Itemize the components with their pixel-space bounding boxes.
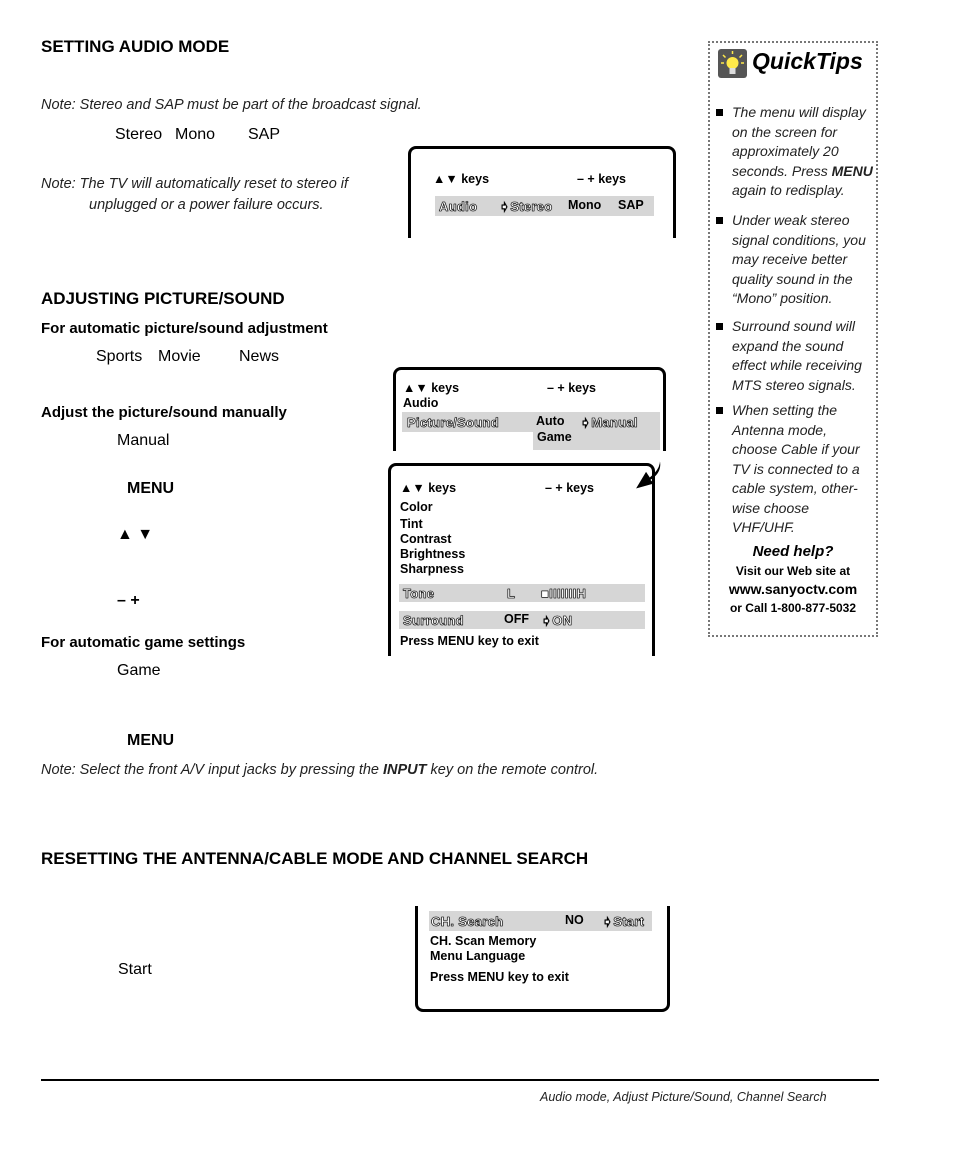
help-phone: or Call 1-800-877-5032 — [729, 601, 857, 615]
auto-option-sports: Sports — [96, 348, 143, 365]
audio-osd-row-label: Audio — [439, 199, 478, 214]
ch-search-label: CH. Search — [431, 914, 504, 929]
footer-rule — [41, 1079, 879, 1081]
minus-plus-keys-glyph: – + — [117, 592, 140, 609]
menu-key-word-2: MENU — [127, 732, 175, 749]
osd-item-tint: Tint — [400, 517, 423, 531]
nav-keys-label: ▲▼ keys — [400, 481, 457, 495]
osd-item-contrast: Contrast — [400, 532, 452, 546]
footer-caption: Audio mode, Adjust Picture/Sound, Channel Search — [540, 1090, 827, 1104]
audio-heading: SETTING AUDIO MODE — [41, 37, 230, 56]
surround-on-option: ➧ON — [541, 613, 573, 628]
nav-keys-label: ▲▼ keys — [433, 172, 490, 186]
bullet-square-icon — [716, 323, 723, 330]
bullet-square-icon — [716, 407, 723, 414]
surround-off-option: OFF — [504, 612, 529, 626]
audio-reset-note-line2: unplugged or a power failure occurs. — [89, 197, 324, 213]
input-key-word: INPUT — [383, 762, 427, 778]
ch-search-start-option: ➧Start — [602, 914, 645, 929]
osd-item-sharpness: Sharpness — [400, 562, 464, 576]
osd-item-brightness: Brightness — [400, 547, 466, 561]
audio-note: Note: Stereo and SAP must be part of the broadcast signal. — [41, 97, 422, 113]
quicktips-panel — [708, 41, 878, 637]
exit-instruction: Press MENU key to exit — [400, 634, 539, 648]
game-subheading: For automatic game settings — [41, 634, 246, 651]
audio-reset-note-line1: Note: The TV will automatically reset to stereo if — [41, 176, 349, 192]
audio-osd-stereo: ➧Stereo — [499, 199, 553, 214]
audio-option-stereo: Stereo — [115, 126, 163, 143]
help-website-intro: Visit our Web site at — [735, 564, 851, 578]
audio-option-mono: Mono — [175, 126, 216, 143]
osd-item-color: Color — [400, 500, 433, 514]
manual-picture-osd-screen — [388, 463, 655, 656]
auto-adjust-subheading: For automatic picture/sound adjustment — [41, 320, 328, 337]
picture-sound-row-label: Picture/Sound — [407, 415, 500, 430]
input-note: Note: Select the front A/V input jacks by pressing the INPUT key on the remote control. — [41, 762, 599, 778]
surround-label: Surround — [403, 613, 464, 628]
bullet-square-icon — [716, 109, 723, 116]
tip-item-surround: Surround sound will expand the sound effect while receiving MTS stereo signals. — [716, 317, 874, 395]
tone-label: Tone — [403, 586, 435, 601]
tone-row-bg — [399, 584, 645, 602]
menu-key-word: MENU — [831, 162, 873, 179]
game-word: Game — [117, 662, 161, 679]
picture-sound-osd-screen — [393, 367, 666, 451]
manual-word: Manual — [117, 432, 170, 449]
quicktips-title: QuickTips — [752, 48, 863, 74]
tip-item-menu-display: The menu will display on the screen for approximately 20 seconds. Press MENU again to redisplay. — [716, 103, 874, 201]
audio-osd-sap: SAP — [618, 198, 644, 212]
help-title: Need help? — [752, 543, 834, 560]
manual-adjust-subheading: Adjust the picture/sound manually — [41, 404, 287, 421]
help-website-link[interactable]: www.sanyoctv.com — [728, 581, 858, 597]
lightbulb-icon — [718, 49, 747, 78]
audio-option-sap: SAP — [248, 126, 281, 143]
audio-osd-mono: Mono — [568, 198, 602, 212]
exit-instruction: Press MENU key to exit — [430, 970, 569, 984]
bullet-square-icon — [716, 217, 723, 224]
osd-game-option: Game — [537, 430, 572, 444]
nav-keys-label: ▲▼ keys — [403, 381, 460, 395]
arrow-keys-glyph: ▲ ▼ — [117, 526, 154, 543]
tip-item-antenna-mode: When setting the Antenna mode, choose Cable if your TV is connected to a cable system, other- wise choose VHF/UHF. — [716, 401, 874, 538]
auto-option-news: News — [239, 348, 280, 365]
adjust-keys-label: – + keys — [545, 481, 595, 495]
ch-search-no-option: NO — [565, 913, 584, 927]
tip-item-weak-stereo: Under weak stereo signal conditions, you may receive better quality sound in the “Mono” position. — [716, 211, 874, 309]
adjust-keys-label: – + keys — [577, 172, 627, 186]
tone-level-bar: ■IIIIIIIH — [541, 586, 587, 601]
channel-search-osd-screen — [415, 906, 670, 1012]
menu-key-word: MENU — [127, 480, 175, 497]
osd-auto-option: Auto — [536, 414, 565, 428]
reset-heading: RESETTING THE ANTENNA/CABLE MODE AND CHANNEL SEARCH — [41, 849, 589, 868]
osd-item-ch-scan-memory: CH. Scan Memory — [430, 934, 537, 948]
start-word: Start — [118, 961, 152, 978]
auto-option-movie: Movie — [158, 348, 201, 365]
tone-l-label: L — [507, 586, 516, 601]
picture-heading: ADJUSTING PICTURE/SOUND — [41, 289, 285, 308]
audio-osd-screen — [408, 146, 676, 238]
adjust-keys-label: – + keys — [547, 381, 597, 395]
osd-manual-option: ➧Manual — [580, 415, 638, 430]
osd-item-menu-language: Menu Language — [430, 949, 526, 963]
osd-audio-item: Audio — [403, 396, 439, 410]
